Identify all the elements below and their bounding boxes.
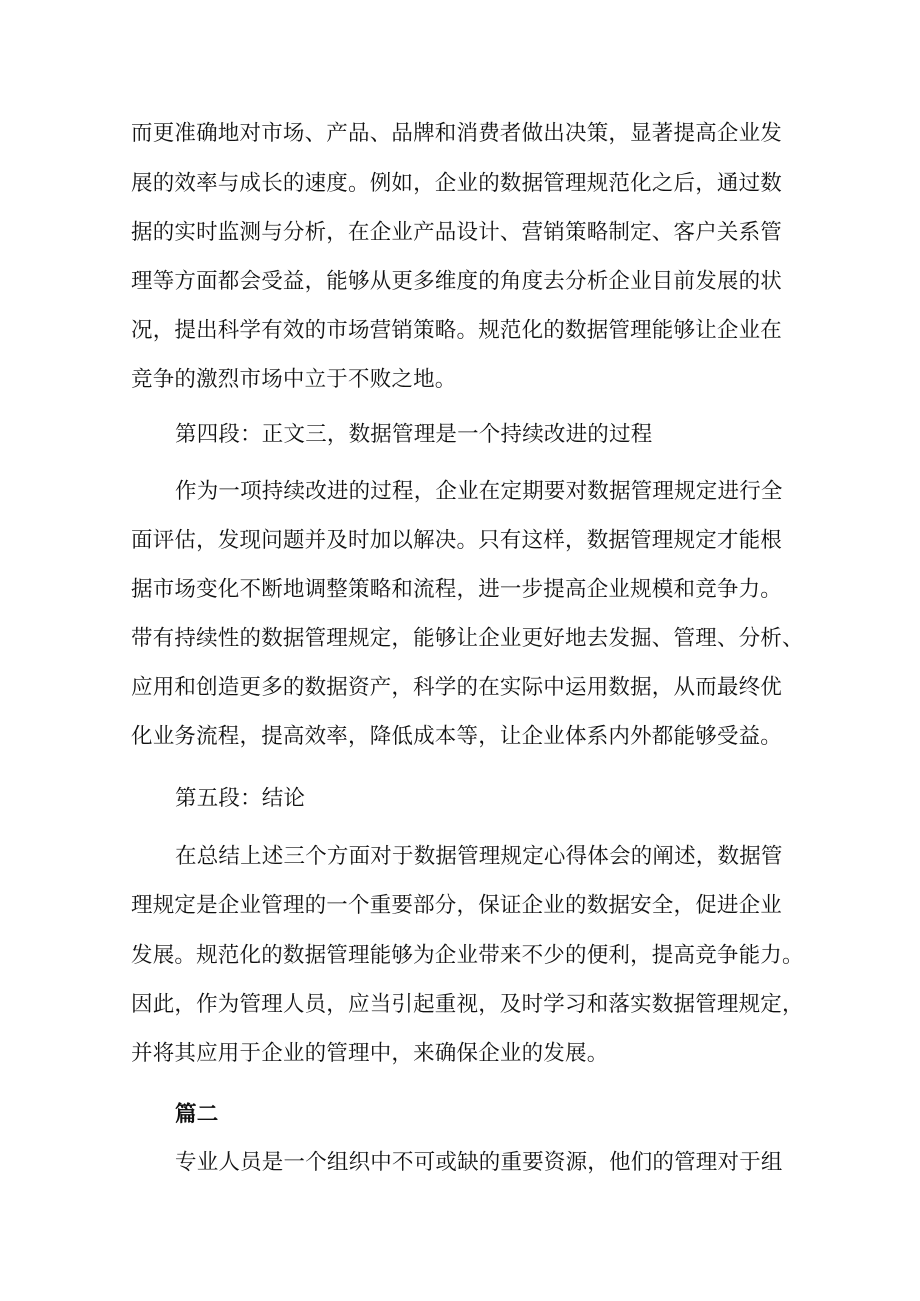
section-heading: 第五段：结论 <box>175 786 306 811</box>
paragraph-line: 在总结上述三个方面对于数据管理规定心得体会的阐述，数据管 <box>175 844 783 869</box>
chapter-heading: 篇二 <box>175 1102 219 1127</box>
paragraph-line: 理等方面都会受益，能够从更多维度的角度去分析企业目前发展的状 <box>131 269 783 294</box>
paragraph-line: 竞争的激烈市场中立于不败之地。 <box>131 367 457 392</box>
paragraph-line: 并将其应用于企业的管理中，来确保企业的发展。 <box>131 1041 609 1066</box>
paragraph-line: 带有持续性的数据管理规定，能够让企业更好地去发掘、管理、分析、 <box>131 626 804 651</box>
paragraph-line: 理规定是企业管理的一个重要部分，保证企业的数据安全，促进企业 <box>131 893 783 918</box>
section-heading: 第四段：正文三，数据管理是一个持续改进的过程 <box>175 422 653 447</box>
paragraph-line: 发展。规范化的数据管理能够为企业带来不少的便利，提高竞争能力。 <box>131 943 804 968</box>
paragraph-line: 而更准确地对市场、产品、品牌和消费者做出决策，显著提高企业发 <box>131 121 783 146</box>
paragraph-line: 况，提出科学有效的市场营销策略。规范化的数据管理能够让企业在 <box>131 318 783 343</box>
paragraph-line: 因此，作为管理人员，应当引起重视，及时学习和落实数据管理规定， <box>131 992 804 1017</box>
paragraph-line: 专业人员是一个组织中不可或缺的重要资源，他们的管理对于组 <box>175 1150 783 1175</box>
paragraph-line: 据市场变化不断地调整策略和流程，进一步提高企业规模和竞争力。 <box>131 577 783 602</box>
paragraph-line: 作为一项持续改进的过程，企业在定期要对数据管理规定进行全 <box>175 479 783 504</box>
paragraph-line: 面评估，发现问题并及时加以解决。只有这样，数据管理规定才能根 <box>131 528 783 553</box>
paragraph-line: 应用和创造更多的数据资产，科学的在实际中运用数据，从而最终优 <box>131 675 783 700</box>
paragraph-line: 据的实时监测与分析，在企业产品设计、营销策略制定、客户关系管 <box>131 220 783 245</box>
paragraph-line: 展的效率与成长的速度。例如，企业的数据管理规范化之后，通过数 <box>131 171 783 196</box>
paragraph-line: 化业务流程，提高效率，降低成本等，让企业体系内外都能够受益。 <box>131 724 783 749</box>
